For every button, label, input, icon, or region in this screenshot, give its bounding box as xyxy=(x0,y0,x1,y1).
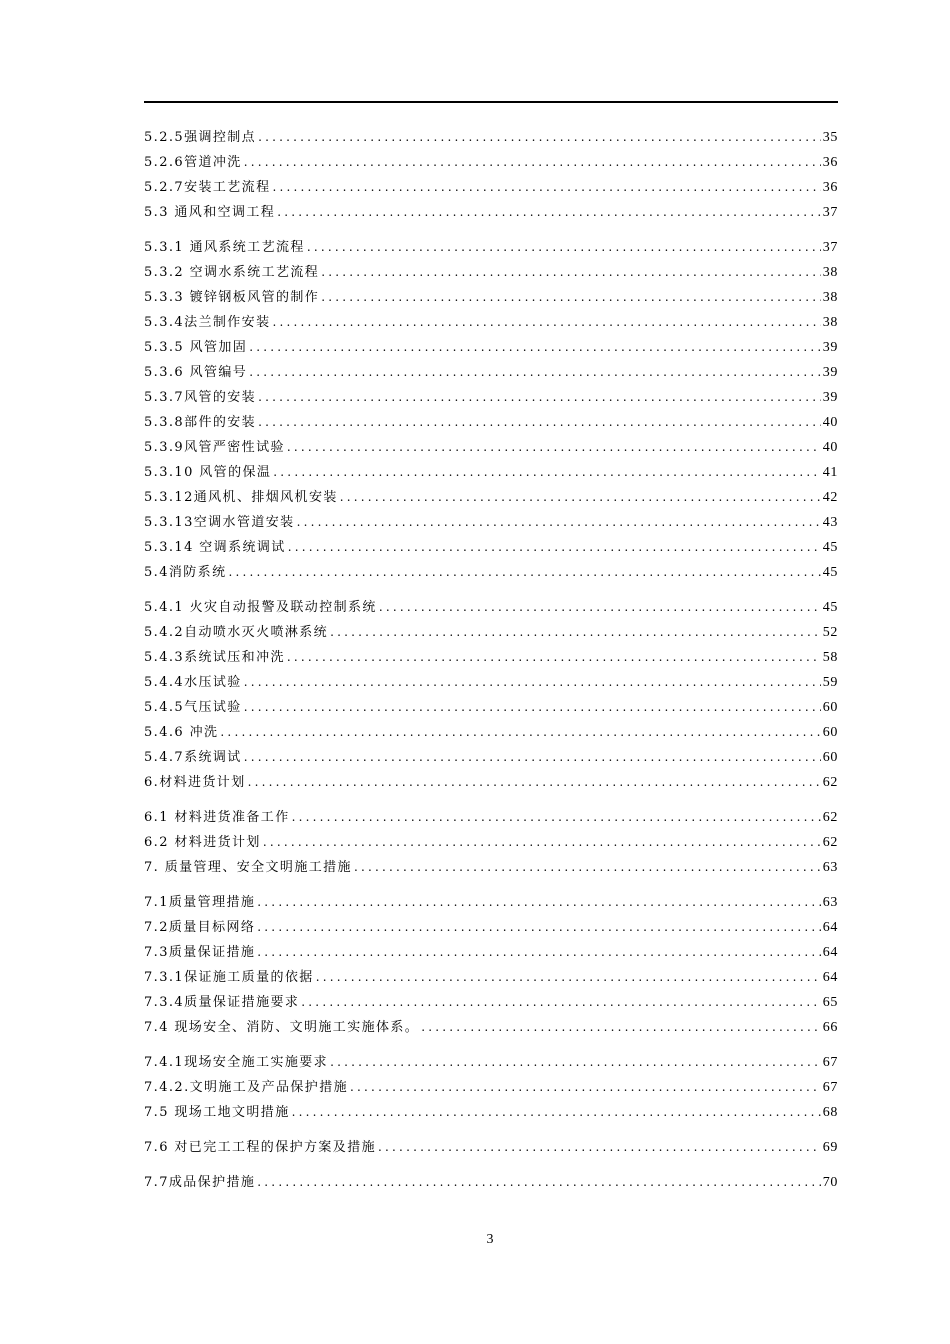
toc-entry-page: 42 xyxy=(822,490,838,505)
toc-entry-page: 36 xyxy=(822,180,838,195)
toc-entry-page: 36 xyxy=(822,155,838,170)
page-number: 3 xyxy=(486,1232,494,1247)
toc-entry[interactable] xyxy=(144,965,838,990)
toc-entry-title: 5.3 通风和空调工程 xyxy=(144,200,277,225)
toc-dot-leader xyxy=(379,595,821,620)
toc-entry[interactable] xyxy=(144,595,838,620)
toc-entry-page: 63 xyxy=(822,860,838,875)
toc-dot-leader xyxy=(263,830,821,855)
toc-entry-page: 64 xyxy=(822,920,838,935)
toc-dot-leader xyxy=(258,410,821,435)
toc-entry[interactable] xyxy=(144,335,838,360)
toc-entry[interactable] xyxy=(144,485,838,510)
toc-entry-title: 7.4 现场安全、消防、文明施工实施体系。 xyxy=(144,1015,421,1040)
toc-entry[interactable] xyxy=(144,1075,838,1100)
toc-entry-title: 5.4.7系统调试 xyxy=(144,745,244,770)
toc-dot-leader xyxy=(330,1050,821,1075)
toc-dot-leader xyxy=(244,670,821,695)
toc-entry-page: 40 xyxy=(822,440,838,455)
toc-entry-title: 5.3.14 空调系统调试 xyxy=(144,535,288,560)
toc-entry-title: 5.3.9风管严密性试验 xyxy=(144,435,287,460)
toc-dot-leader xyxy=(272,175,820,200)
toc-entry[interactable] xyxy=(144,890,838,915)
toc-entry-title: 7.3.1保证施工质量的依据 xyxy=(144,965,316,990)
toc-entry[interactable] xyxy=(144,175,838,200)
toc-entry-title: 5.3.7风管的安装 xyxy=(144,385,258,410)
toc-entry-title: 5.4.3系统试压和冲洗 xyxy=(144,645,287,670)
toc-entry-title: 5.4消防系统 xyxy=(144,560,228,585)
toc-entry-page: 58 xyxy=(822,650,838,665)
toc-entry-page: 67 xyxy=(822,1055,838,1070)
toc-dot-leader xyxy=(292,1100,821,1125)
toc-entry-title: 6.材料进货计划 xyxy=(144,770,248,795)
toc-entry-title: 5.3.3 镀锌钢板风管的制作 xyxy=(144,285,321,310)
toc-entry[interactable] xyxy=(144,940,838,965)
toc-entry[interactable] xyxy=(144,830,838,855)
toc-dot-leader xyxy=(257,1170,821,1195)
toc-entry[interactable] xyxy=(144,285,838,310)
toc-entry[interactable] xyxy=(144,200,838,225)
toc-entry-title: 5.3.10 风管的保温 xyxy=(144,460,273,485)
toc-entry-title: 7.7成品保护措施 xyxy=(144,1170,257,1195)
toc-dot-leader xyxy=(248,770,821,795)
toc-entry[interactable] xyxy=(144,260,838,285)
toc-entry-page: 60 xyxy=(822,725,838,740)
toc-entry-page: 39 xyxy=(822,390,838,405)
toc-entry[interactable] xyxy=(144,235,838,260)
toc-dot-leader xyxy=(316,965,821,990)
toc-entry-page: 45 xyxy=(822,600,838,615)
toc-entry-page: 45 xyxy=(822,565,838,580)
toc-entry-title: 7.5 现场工地文明措施 xyxy=(144,1100,292,1125)
toc-dot-leader xyxy=(257,940,821,965)
toc-entry-page: 38 xyxy=(822,265,838,280)
toc-entry[interactable] xyxy=(144,1050,838,1075)
toc-entry[interactable] xyxy=(144,560,838,585)
toc-entry[interactable] xyxy=(144,855,838,880)
toc-dot-leader xyxy=(272,310,820,335)
toc-dot-leader xyxy=(297,510,821,535)
toc-entry-page: 37 xyxy=(822,240,838,255)
toc-dot-leader xyxy=(350,1075,821,1100)
toc-dot-leader xyxy=(257,915,821,940)
toc-entry-page: 38 xyxy=(822,315,838,330)
toc-dot-leader xyxy=(288,535,821,560)
toc-entry-page: 64 xyxy=(822,945,838,960)
toc-entry-page: 45 xyxy=(822,540,838,555)
toc-dot-leader xyxy=(244,150,821,175)
toc-entry-title: 7.2质量目标网络 xyxy=(144,915,257,940)
toc-entry-title: 6.2 材料进货计划 xyxy=(144,830,263,855)
toc-entry-page: 43 xyxy=(822,515,838,530)
toc-dot-leader xyxy=(287,435,821,460)
toc-dot-leader xyxy=(421,1015,821,1040)
toc-entry-page: 68 xyxy=(822,1105,838,1120)
toc-entry-title: 6.1 材料进货准备工作 xyxy=(144,805,292,830)
toc-entry-title: 5.4.5气压试验 xyxy=(144,695,244,720)
toc-entry-page: 67 xyxy=(822,1080,838,1095)
toc-entry-page: 60 xyxy=(822,700,838,715)
toc-entry-title: 5.4.1 火灾自动报警及联动控制系统 xyxy=(144,595,379,620)
toc-entry[interactable] xyxy=(144,990,838,1015)
toc-entry[interactable] xyxy=(144,310,838,335)
toc-entry[interactable] xyxy=(144,805,838,830)
toc-entry[interactable] xyxy=(144,1135,838,1160)
toc-entry-title: 7. 质量管理、安全文明施工措施 xyxy=(144,855,354,880)
toc-entry-page: 59 xyxy=(822,675,838,690)
toc-entry-title: 7.4.2.文明施工及产品保护措施 xyxy=(144,1075,350,1100)
toc-entry-title: 5.4.2自动喷水灭火喷淋系统 xyxy=(144,620,330,645)
toc-dot-leader xyxy=(220,720,820,745)
toc-entry-page: 40 xyxy=(822,415,838,430)
toc-dot-leader xyxy=(257,890,821,915)
toc-entry[interactable] xyxy=(144,720,838,745)
toc-dot-leader xyxy=(354,855,821,880)
toc-entry-page: 66 xyxy=(822,1020,838,1035)
toc-entry[interactable] xyxy=(144,460,838,485)
toc-dot-leader xyxy=(244,695,821,720)
toc-entry-title: 5.2.7安装工艺流程 xyxy=(144,175,272,200)
toc-dot-leader xyxy=(249,335,821,360)
toc-entry[interactable] xyxy=(144,745,838,770)
toc-entry-page: 70 xyxy=(822,1175,838,1190)
toc-entry[interactable] xyxy=(144,435,838,460)
toc-entry-page: 69 xyxy=(822,1140,838,1155)
toc-entry-title: 7.1质量管理措施 xyxy=(144,890,257,915)
toc-entry[interactable] xyxy=(144,1015,838,1040)
toc-entry[interactable] xyxy=(144,385,838,410)
toc-entry-title: 5.4.6 冲洗 xyxy=(144,720,220,745)
toc-entry-title: 5.4.4水压试验 xyxy=(144,670,244,695)
toc-dot-leader xyxy=(321,285,821,310)
toc-entry-title: 5.2.5强调控制点 xyxy=(144,125,258,150)
toc-entry[interactable] xyxy=(144,510,838,535)
toc-entry[interactable] xyxy=(144,150,838,175)
toc-entry-title: 7.3.4质量保证措施要求 xyxy=(144,990,301,1015)
toc-dot-leader xyxy=(321,260,821,285)
toc-entry-page: 62 xyxy=(822,835,838,850)
toc-entry-page: 35 xyxy=(822,130,838,145)
toc-entry[interactable] xyxy=(144,645,838,670)
toc-entry-title: 5.3.1 通风系统工艺流程 xyxy=(144,235,307,260)
toc-entry-page: 52 xyxy=(822,625,838,640)
toc-dot-leader xyxy=(258,385,821,410)
toc-entry-page: 63 xyxy=(822,895,838,910)
toc-entry-title: 5.3.12通风机、排烟风机安装 xyxy=(144,485,340,510)
toc-dot-leader xyxy=(258,125,821,150)
toc-dot-leader xyxy=(273,460,821,485)
toc-entry-title: 5.3.8部件的安装 xyxy=(144,410,258,435)
toc-dot-leader xyxy=(307,235,821,260)
toc-entry-title: 5.3.4法兰制作安装 xyxy=(144,310,272,335)
toc-dot-leader xyxy=(330,620,821,645)
toc-dot-leader xyxy=(292,805,821,830)
toc-dot-leader xyxy=(228,560,820,585)
toc-entry[interactable] xyxy=(144,125,838,150)
toc-entry-page: 39 xyxy=(822,340,838,355)
toc-entry-page: 41 xyxy=(822,465,838,480)
toc-entry[interactable] xyxy=(144,410,838,435)
toc-entry[interactable] xyxy=(144,770,838,795)
toc-entry-title: 5.3.13空调水管道安装 xyxy=(144,510,297,535)
toc-entry[interactable] xyxy=(144,360,838,385)
toc-entry-page: 62 xyxy=(822,775,838,790)
toc-entry[interactable] xyxy=(144,620,838,645)
toc-entry[interactable] xyxy=(144,1100,838,1125)
toc-dot-leader xyxy=(249,360,821,385)
toc-entry-title: 5.3.2 空调水系统工艺流程 xyxy=(144,260,321,285)
toc-entry[interactable] xyxy=(144,1170,838,1195)
toc-entry[interactable] xyxy=(144,670,838,695)
toc-entry[interactable] xyxy=(144,695,838,720)
toc-entry-page: 64 xyxy=(822,970,838,985)
toc-entry[interactable] xyxy=(144,915,838,940)
toc-entry-page: 38 xyxy=(822,290,838,305)
toc-entry-page: 62 xyxy=(822,810,838,825)
toc-entry-page: 60 xyxy=(822,750,838,765)
toc-entry-page: 65 xyxy=(822,995,838,1010)
header-rule xyxy=(144,101,838,103)
toc-entry-title: 5.3.6 风管编号 xyxy=(144,360,249,385)
toc-entry-page: 37 xyxy=(822,205,838,220)
toc-dot-leader xyxy=(378,1135,821,1160)
toc-dot-leader xyxy=(277,200,821,225)
toc-entry-title: 7.3质量保证措施 xyxy=(144,940,257,965)
toc-entry-title: 7.6 对已完工工程的保护方案及措施 xyxy=(144,1135,378,1160)
toc-entry[interactable] xyxy=(144,535,838,560)
toc-dot-leader xyxy=(340,485,821,510)
table-of-contents xyxy=(144,125,838,1195)
toc-entry-title: 5.3.5 风管加固 xyxy=(144,335,249,360)
toc-entry-title: 7.4.1现场安全施工实施要求 xyxy=(144,1050,330,1075)
toc-entry-title: 5.2.6管道冲洗 xyxy=(144,150,244,175)
toc-entry-page: 39 xyxy=(822,365,838,380)
toc-dot-leader xyxy=(244,745,821,770)
toc-dot-leader xyxy=(287,645,821,670)
toc-dot-leader xyxy=(301,990,821,1015)
